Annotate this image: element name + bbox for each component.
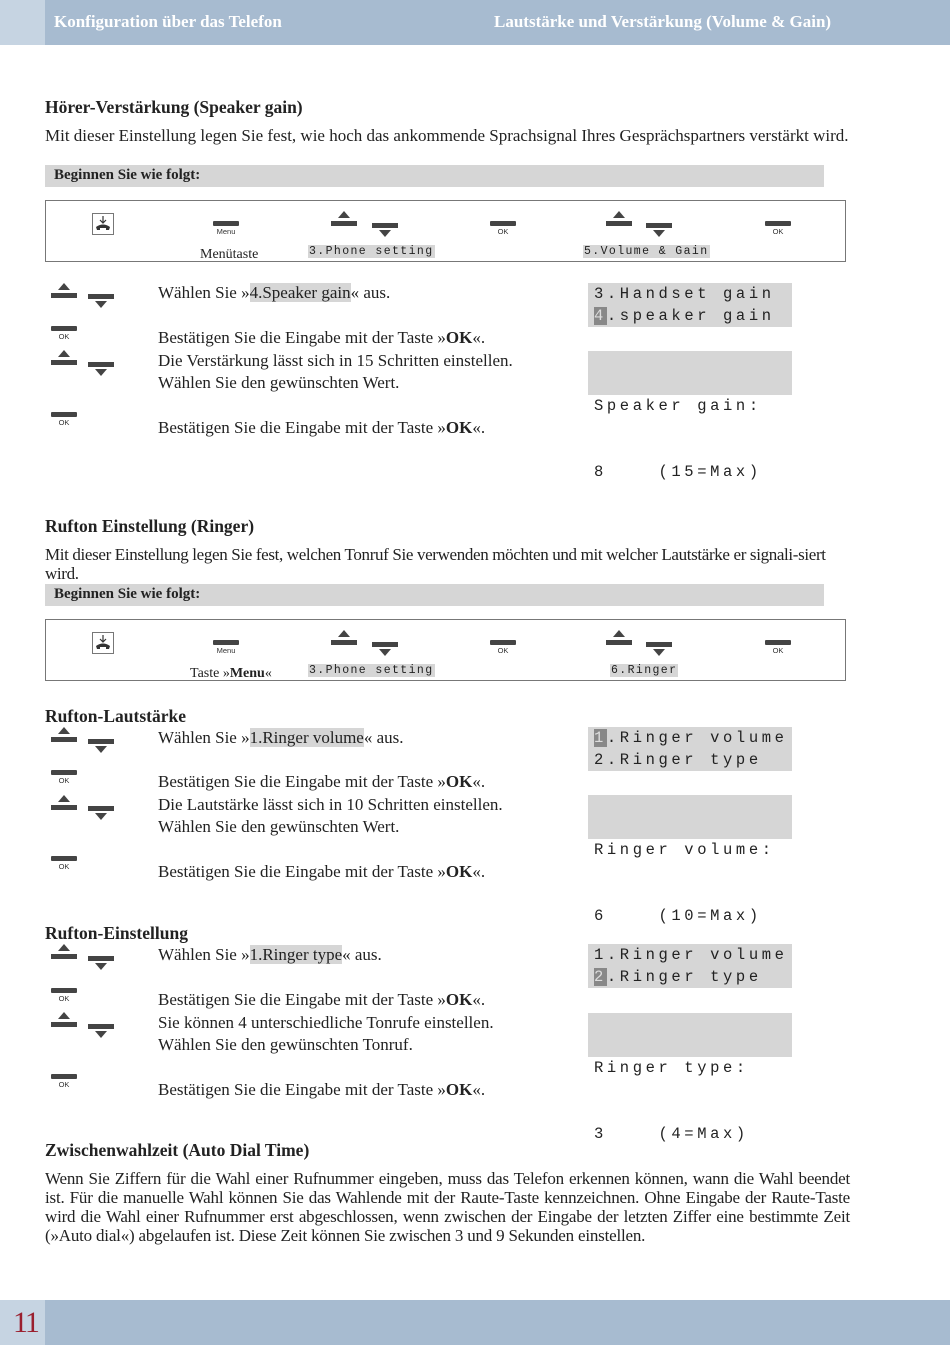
up-arrow-key-icon bbox=[51, 795, 77, 812]
down-arrow-key-icon bbox=[88, 294, 114, 311]
down-arrow-key-icon bbox=[372, 223, 398, 240]
header-left-title: Konfiguration über das Telefon bbox=[54, 12, 282, 31]
menu-key-label: Taste »Menu« bbox=[190, 666, 272, 681]
down-arrow-key-icon bbox=[372, 642, 398, 659]
ringer-volume-heading: Rufton-Lautstärke bbox=[45, 706, 186, 726]
ok-key-icon: OK bbox=[765, 221, 791, 235]
down-arrow-key-icon bbox=[88, 956, 114, 973]
down-arrow-key-icon bbox=[88, 806, 114, 823]
page-number: 11 bbox=[13, 1306, 38, 1339]
ringer-type-step-choose: Wählen Sie den gewünschten Tonruf. bbox=[158, 1035, 413, 1054]
auto-dial-heading: Zwischenwahlzeit (Auto Dial Time) bbox=[45, 1140, 310, 1160]
speaker-gain-heading: Hörer-Verstärkung (Speaker gain) bbox=[45, 97, 303, 117]
begin-label: Beginnen Sie wie folgt: bbox=[54, 586, 201, 602]
page-header bbox=[0, 0, 950, 45]
down-arrow-key-icon bbox=[88, 739, 114, 756]
lcd-speaker-value: Speaker gain: 8 (15=Max) bbox=[588, 351, 792, 395]
page-footer bbox=[0, 1300, 950, 1345]
ringer-volume-step-adjust: Die Lautstärke lässt sich in 10 Schritten einstellen. bbox=[158, 795, 503, 814]
lcd-ringer: 6.Ringer bbox=[611, 664, 678, 677]
up-arrow-key-icon bbox=[51, 944, 77, 961]
ringer-type-step-confirm: Bestätigen Sie die Eingabe mit der Taste »OK«. bbox=[158, 990, 486, 1009]
ringer-volume-step-select: Wählen Sie »1.Ringer volume« aus. bbox=[158, 728, 404, 747]
ok-key-icon: OK bbox=[51, 412, 77, 426]
begin-label: Beginnen Sie wie folgt: bbox=[54, 167, 201, 183]
ok-key-icon: OK bbox=[51, 770, 77, 784]
down-arrow-key-icon bbox=[646, 642, 672, 659]
menu-key-icon: Menu bbox=[213, 221, 239, 235]
speaker-step-confirm: Bestätigen Sie die Eingabe mit der Taste »OK«. bbox=[158, 328, 486, 347]
speaker-begin-bar bbox=[45, 165, 824, 187]
up-arrow-key-icon bbox=[51, 350, 77, 367]
up-arrow-key-icon bbox=[606, 211, 632, 228]
handset-hook-icon bbox=[92, 632, 114, 654]
speaker-step-confirm-2: Bestätigen Sie die Eingabe mit der Taste »OK«. bbox=[158, 418, 486, 437]
auto-dial-text: Wenn Sie Ziffern für die Wahl einer Rufnummer eingeben, muss das Telefon erkennen können, wann die Wahl beendet ist. Für die manuelle Wahl können Sie das Wahlende mit der Raute-Taste kennzeichnen. Ohne Eingabe der Raute-Taste wird die Wahl einer Rufnummer erst abgeschlossen, wenn zwischen der Eingabe der letzten Ziffer eine bestimmte Zeit (»Auto dial«) abgelaufen ist. Diese Zeit können Sie zwischen 3 und 9 Sekunden einstellen. bbox=[45, 1169, 850, 1245]
speaker-step-choose: Wählen Sie den gewünschten Wert. bbox=[158, 373, 400, 392]
ok-key-icon: OK bbox=[51, 1074, 77, 1088]
speaker-step-select: Wählen Sie »4.Speaker gain« aus. bbox=[158, 283, 391, 302]
lcd-volume-gain: 5.Volume & Gain bbox=[584, 245, 709, 258]
lcd-ringer-type-value: Ringer type: 3 (4=Max) bbox=[588, 1013, 792, 1057]
header-tab bbox=[0, 0, 45, 45]
menu-key-label: Menütaste bbox=[200, 247, 259, 262]
up-arrow-key-icon bbox=[51, 283, 77, 300]
lcd-ringer-type-menu: 1.Ringer volume 2.Ringer type bbox=[588, 944, 792, 988]
up-arrow-key-icon bbox=[51, 1012, 77, 1029]
handset-hook-icon bbox=[92, 213, 114, 235]
ringer-type-step-select: Wählen Sie »1.Ringer type« aus. bbox=[158, 945, 382, 964]
down-arrow-key-icon bbox=[88, 1024, 114, 1041]
up-arrow-key-icon bbox=[51, 727, 77, 744]
ringer-volume-step-confirm: Bestätigen Sie die Eingabe mit der Taste »OK«. bbox=[158, 772, 486, 791]
lcd-ringer-volume-menu: 1.Ringer volume 2.Ringer type bbox=[588, 727, 792, 771]
ringer-begin-bar bbox=[45, 584, 824, 606]
speaker-step-adjust: Die Verstärkung lässt sich in 15 Schritten einstellen. bbox=[158, 351, 513, 370]
ok-key-icon: OK bbox=[490, 221, 516, 235]
ringer-type-step-adjust: Sie können 4 unterschiedliche Tonrufe einstellen. bbox=[158, 1013, 494, 1032]
ringer-key-sequence bbox=[45, 619, 846, 681]
speaker-gain-intro: Mit dieser Einstellung legen Sie fest, wie hoch das ankommende Sprachsignal Ihres Gesprächspartners verstärkt wird. bbox=[45, 126, 849, 145]
speaker-key-sequence bbox=[45, 200, 846, 262]
ok-key-icon: OK bbox=[490, 640, 516, 654]
header-right-title: Lautstärke und Verstärkung (Volume & Gain) bbox=[494, 12, 832, 31]
lcd-speaker-menu: 3.Handset gain 4.speaker gain bbox=[588, 283, 792, 327]
ringer-heading: Rufton Einstellung (Ringer) bbox=[45, 516, 255, 536]
ok-key-icon: OK bbox=[765, 640, 791, 654]
up-arrow-key-icon bbox=[606, 630, 632, 647]
ok-key-icon: OK bbox=[51, 856, 77, 870]
ok-key-icon: OK bbox=[51, 326, 77, 340]
ringer-type-heading: Rufton-Einstellung bbox=[45, 923, 188, 943]
ringer-volume-step-choose: Wählen Sie den gewünschten Wert. bbox=[158, 817, 400, 836]
ok-key-icon: OK bbox=[51, 988, 77, 1002]
up-arrow-key-icon bbox=[331, 211, 357, 228]
ringer-type-step-confirm-2: Bestätigen Sie die Eingabe mit der Taste »OK«. bbox=[158, 1080, 486, 1099]
up-arrow-key-icon bbox=[331, 630, 357, 647]
menu-key-icon: Menu bbox=[213, 640, 239, 654]
down-arrow-key-icon bbox=[88, 362, 114, 379]
lcd-ringer-volume-value: Ringer volume: 6 (10=Max) bbox=[588, 795, 792, 839]
ringer-intro: Mit dieser Einstellung legen Sie fest, welchen Tonruf Sie verwenden möchten und mit welcher Lautstärke er signali-siert wird. bbox=[45, 545, 826, 583]
down-arrow-key-icon bbox=[646, 223, 672, 240]
lcd-phone-setting: 3.Phone setting bbox=[309, 245, 434, 258]
lcd-phone-setting: 3.Phone setting bbox=[309, 664, 434, 677]
ringer-volume-step-confirm-2: Bestätigen Sie die Eingabe mit der Taste »OK«. bbox=[158, 862, 486, 881]
